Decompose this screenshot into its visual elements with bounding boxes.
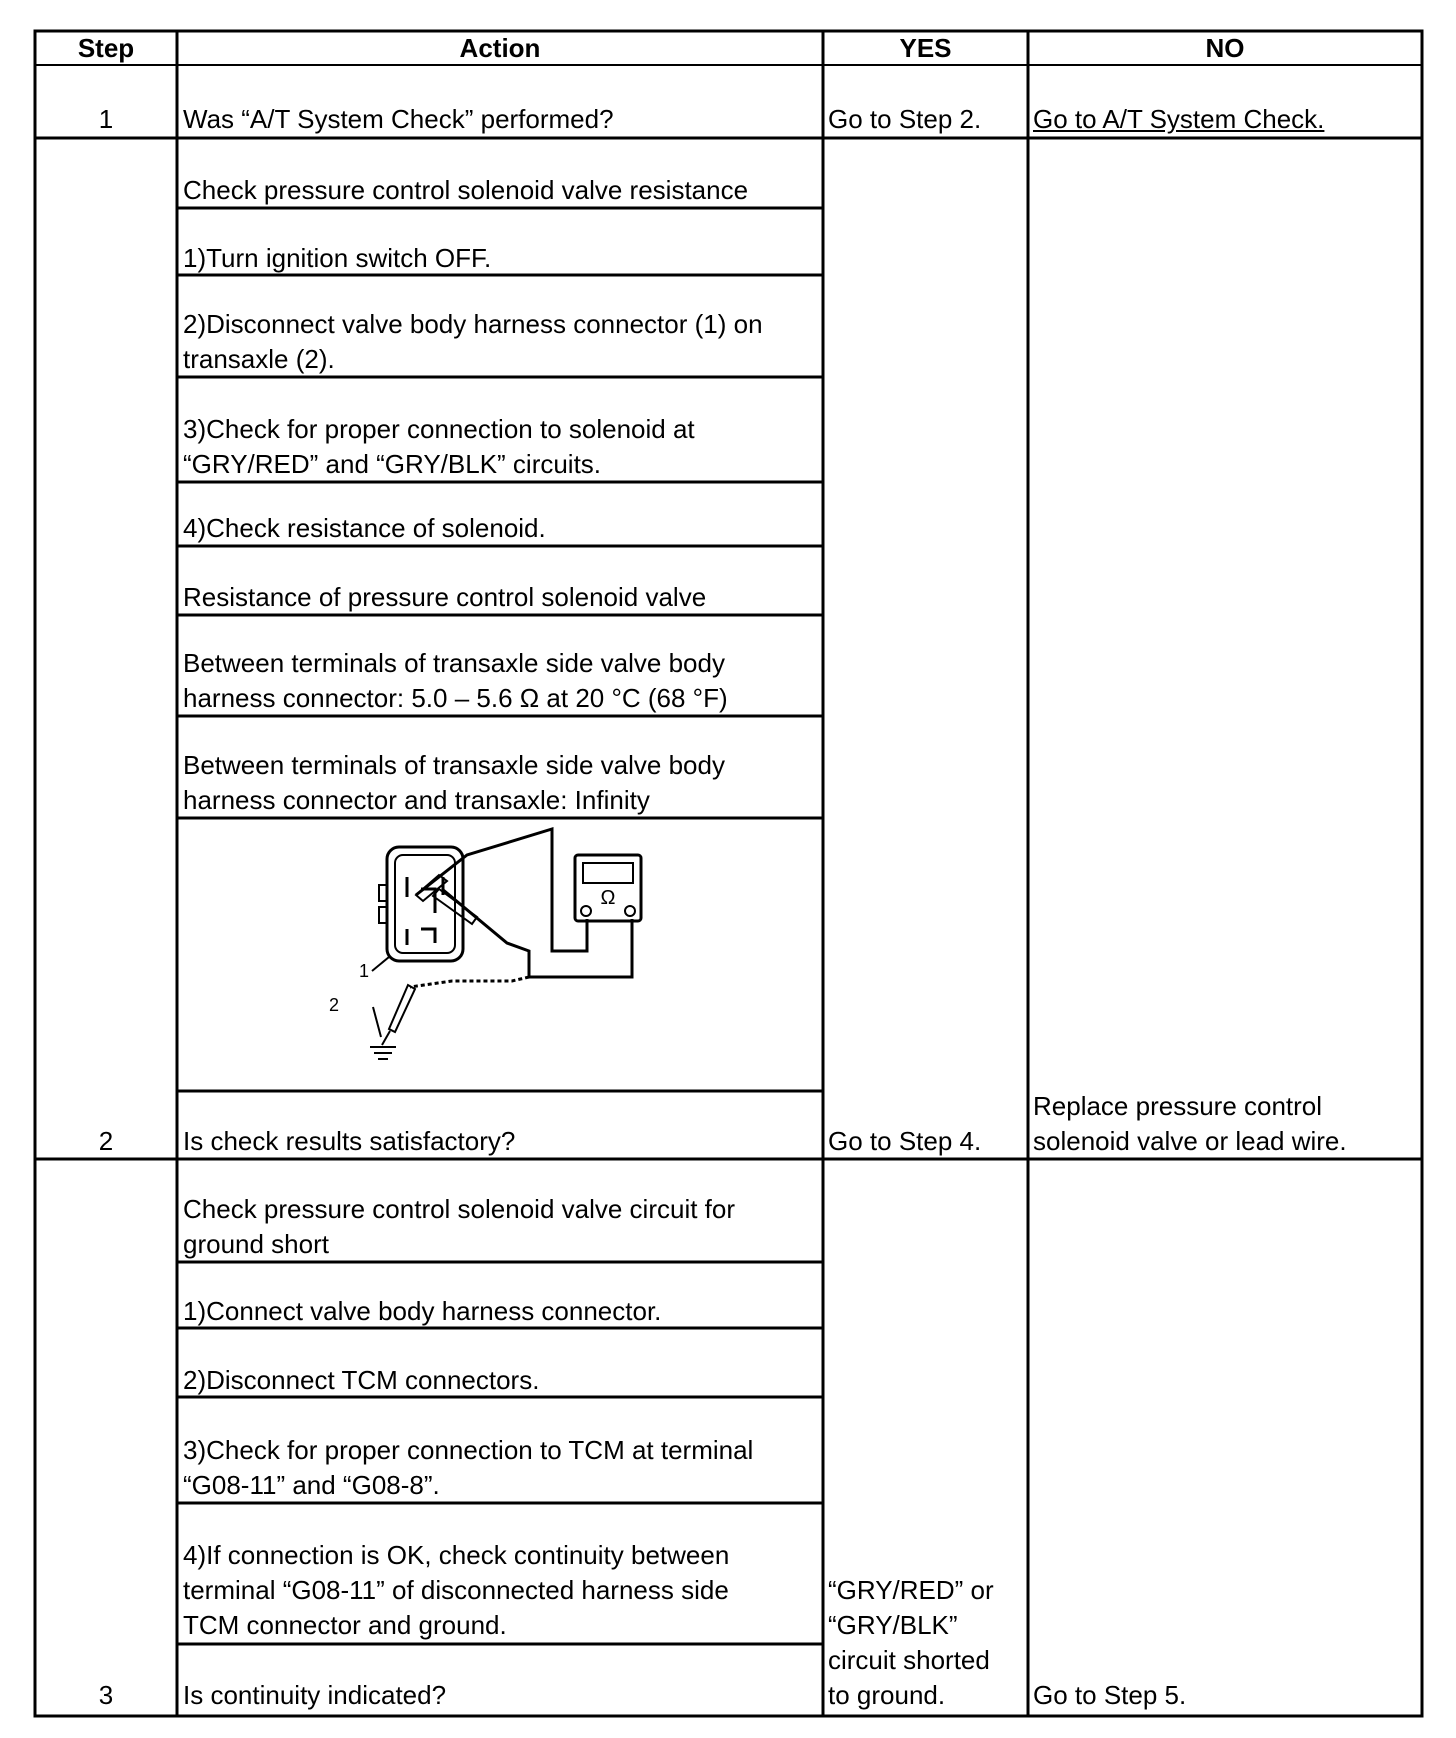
step-3-action-title-2: ground short xyxy=(183,1229,329,1259)
step-3-action-row-1: 1)Connect valve body harness connector. xyxy=(183,1296,662,1326)
step-3-action-row-2: 2)Disconnect TCM connectors. xyxy=(183,1365,540,1395)
header-yes: YES xyxy=(899,33,952,63)
step-3-action-row-4a: 4)If connection is OK, check continuity between xyxy=(183,1540,730,1570)
step-1-no-link[interactable]: Go to A/T System Check. xyxy=(1033,104,1325,134)
step-2-action-row-4: 4)Check resistance of solenoid. xyxy=(183,513,546,543)
step-2-action-row-1: 1)Turn ignition switch OFF. xyxy=(183,243,492,273)
header-no: NO xyxy=(1205,33,1245,63)
header-step: Step xyxy=(77,33,135,63)
step-3-no: Go to Step 5. xyxy=(1033,1680,1187,1710)
step-2-spec-2b: harness connector and transaxle: Infinity xyxy=(183,785,650,815)
step-2-action-row-3b: “GRY/RED” and “GRY/BLK” circuits. xyxy=(183,449,602,479)
step-3-action-title-1: Check pressure control solenoid valve circuit for xyxy=(183,1194,736,1224)
step-3-question: Is continuity indicated? xyxy=(183,1680,447,1710)
step-2-action-row-3a: 3)Check for proper connection to solenoid at xyxy=(183,414,695,444)
step-2-no-line-2: solenoid valve or lead wire. xyxy=(1033,1126,1347,1156)
step-2-spec-2a: Between terminals of transaxle side valve body xyxy=(183,750,725,780)
ground-probe xyxy=(389,985,415,1032)
step-2-question: Is check results satisfactory? xyxy=(183,1126,516,1156)
step-2-no-line-1: Replace pressure control xyxy=(1033,1091,1323,1121)
step-3-yes-line-4: to ground. xyxy=(828,1680,946,1710)
step-1-yes: Go to Step 2. xyxy=(828,104,982,134)
step-3-yes-line-2: “GRY/BLK” xyxy=(828,1610,958,1640)
step-3-yes-line-3: circuit shorted xyxy=(828,1645,990,1675)
meter-omega-label: Ω xyxy=(600,887,616,909)
step-1-action: Was “A/T System Check” performed? xyxy=(183,104,614,134)
step-2-action-row-2a: 2)Disconnect valve body harness connector (1) on xyxy=(183,309,763,339)
step-2-action-title: Check pressure control solenoid valve resistance xyxy=(183,175,749,205)
step-2-resistance-heading: Resistance of pressure control solenoid valve xyxy=(183,582,707,612)
step-3-action-row-4b: terminal “G08-11” of disconnected harness side xyxy=(183,1575,729,1605)
callout-1: 1 xyxy=(359,961,370,981)
resistance-check-diagram xyxy=(177,819,823,1089)
step-2-spec-1a: Between terminals of transaxle side valve body xyxy=(183,648,725,678)
step-3-yes-line-1: “GRY/RED” or xyxy=(828,1575,994,1605)
step-3-action-row-3a: 3)Check for proper connection to TCM at terminal xyxy=(183,1435,754,1465)
step-1-number: 1 xyxy=(98,104,114,134)
step-2-action-row-2b: transaxle (2). xyxy=(183,344,335,374)
step-3-action-row-4c: TCM connector and ground. xyxy=(183,1610,507,1640)
step-3-number: 3 xyxy=(98,1680,114,1710)
ground-probe-lead xyxy=(410,977,529,987)
step-2-spec-1b: harness connector: 5.0 – 5.6 Ω at 20 °C (68 °F) xyxy=(183,683,728,713)
harness-connector-body xyxy=(387,847,463,961)
callout-2: 2 xyxy=(329,995,340,1015)
ground-symbol xyxy=(370,1047,396,1059)
header-action: Action xyxy=(459,33,541,63)
step-2-number: 2 xyxy=(98,1126,114,1156)
step-2-yes: Go to Step 4. xyxy=(828,1126,982,1156)
step-3-action-row-3b: “G08-11” and “G08-8”. xyxy=(183,1470,440,1500)
